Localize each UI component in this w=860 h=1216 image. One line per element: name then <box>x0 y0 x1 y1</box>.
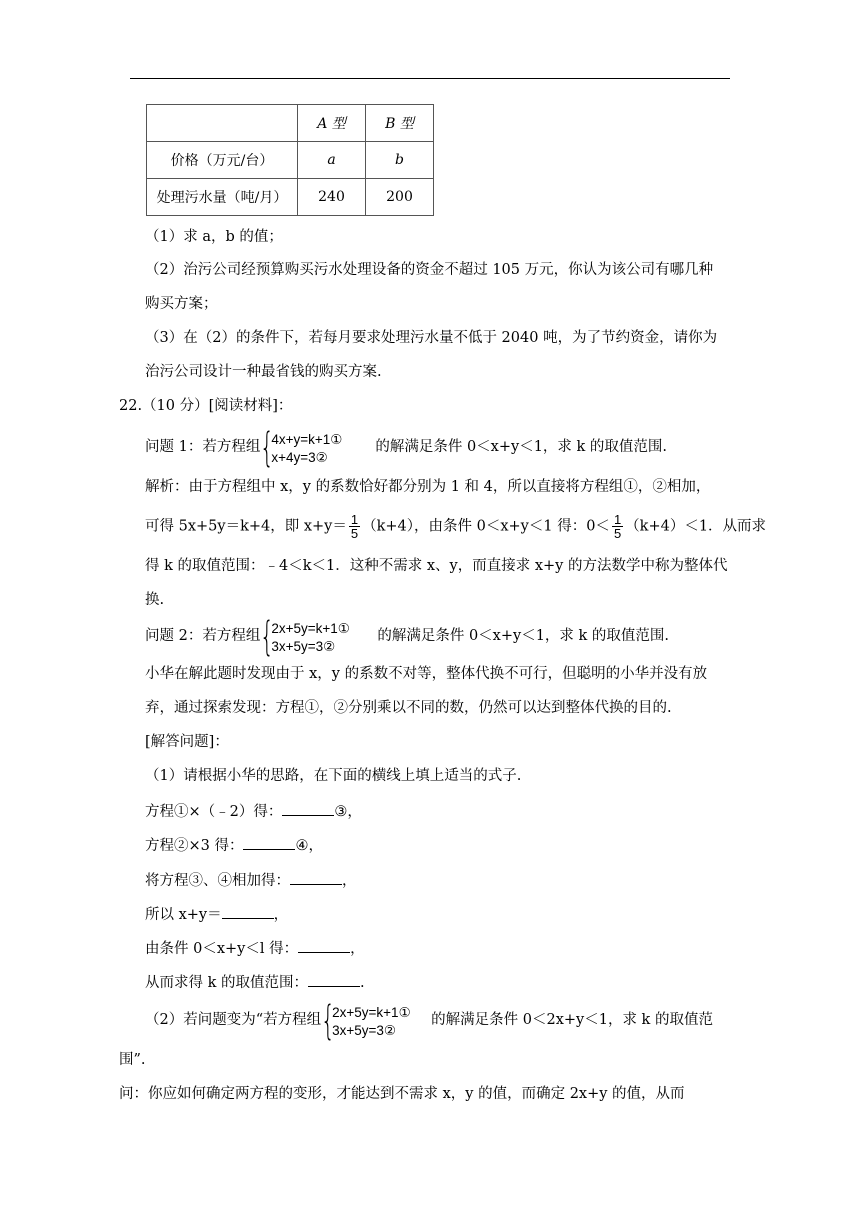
table-cell: 价格（万元/台） <box>147 142 298 179</box>
q21-part3-line2: 治污公司设计一种最省钱的购买方案. <box>145 364 382 380</box>
problem2-system <box>260 614 377 660</box>
answer-heading: [解答问题]： <box>145 734 229 750</box>
problem2-suffix: 的解满足条件 0＜x+y＜1，求 k 的取值范围. <box>377 628 670 644</box>
fill-label: 方程①×（﹣2）得： <box>145 804 283 820</box>
fill-line-4 <box>145 904 288 925</box>
equation-2: 3x+5y=3② <box>271 639 336 654</box>
fraction-denominator: 5 <box>350 526 359 541</box>
table-row <box>147 179 434 216</box>
fill-suffix: ， <box>273 907 289 923</box>
fraction-numerator: 1 <box>613 512 622 527</box>
problem1-system <box>260 425 375 471</box>
subquestion1: （1）请根据小华的思路，在下面的横线上填上适当的式子. <box>145 768 522 784</box>
table-row <box>147 142 434 179</box>
problem2-line <box>145 614 670 660</box>
fill-suffix: ， <box>350 941 365 957</box>
fill-line-5 <box>145 938 365 959</box>
answer-blank[interactable] <box>308 972 360 987</box>
table-header-cell: B 型 <box>366 105 434 142</box>
subquestion2-suffix: 的解满足条件 0＜2x+y＜1，求 k 的取值范 <box>431 1012 713 1028</box>
fill-label: 将方程③、④相加得： <box>145 873 290 889</box>
problem2-prefix: 问题 2：若方程组 <box>145 628 261 644</box>
analysis-line1: 解析：由于方程组中 x，y 的系数恰好都分别为 1 和 4，所以直接将方程组①，②相加， <box>145 479 711 495</box>
analysis-text-a: 可得 5x+5y＝k+4，即 x+y＝ <box>145 518 347 535</box>
xiaohua-line1: 小华在解此题时发现由于 x，y 的系数不对等，整体代换不可行，但聪明的小华并没有放 <box>145 666 708 682</box>
fill-suffix: ， <box>342 873 357 889</box>
xiaohua-line2: 弃，通过探索发现：方程①，②分别乘以不同的数，仍然可以达到整体代换的目的. <box>145 700 672 716</box>
answer-blank[interactable] <box>243 835 295 850</box>
fraction <box>349 513 360 540</box>
fill-line-6 <box>145 972 365 993</box>
q21-part1: （1）求 a，b 的值； <box>145 229 283 245</box>
fill-line-3 <box>145 870 357 891</box>
answer-blank[interactable] <box>282 801 334 816</box>
q22-heading: 22.（10 分）[阅读材料]： <box>119 398 293 414</box>
table-header-cell <box>147 105 298 142</box>
problem1-suffix: 的解满足条件 0＜x+y＜1，求 k 的取值范围. <box>375 439 668 455</box>
system-equations <box>271 620 350 656</box>
subquestion2-line1 <box>145 998 713 1044</box>
brace-glyph: { <box>260 614 275 660</box>
fill-label: 由条件 0＜x+y＜l 得： <box>145 941 299 957</box>
equation-1: 2x+5y=k+1① <box>271 621 350 636</box>
analysis-line4: 换. <box>145 592 165 608</box>
fill-line-2 <box>145 835 323 856</box>
brace-glyph: { <box>260 425 275 471</box>
fill-label: 从而求得 k 的取值范围： <box>145 975 309 991</box>
subquestion2-line2: 围”. <box>119 1052 146 1068</box>
table-cell: 处理污水量（吨/月） <box>147 179 298 216</box>
question-line: 问：你应如何确定两方程的变形，才能达到不需求 x，y 的值，而确定 2x+y 的值，从而 <box>119 1086 685 1102</box>
fill-label: 所以 x+y＝ <box>145 907 222 923</box>
fill-label: 方程②×3 得： <box>145 838 244 854</box>
analysis-line3: 得 k 的取值范围：﹣4＜k＜1．这种不需求 x、y，而直接求 x+y 的方法数学中称为整体代 <box>145 558 728 574</box>
table-cell: 240 <box>298 179 366 216</box>
equation-2: 3x+5y=3② <box>332 1023 397 1038</box>
fill-suffix: . <box>360 975 365 991</box>
table-cell: 200 <box>366 179 434 216</box>
problem1-line <box>145 425 668 471</box>
system-equations <box>271 431 342 467</box>
answer-blank[interactable] <box>290 870 342 885</box>
answer-blank[interactable] <box>222 904 274 919</box>
table-cell: b <box>366 142 434 179</box>
fraction <box>612 513 623 540</box>
fill-suffix: ③， <box>334 804 362 820</box>
equipment-table <box>146 104 434 216</box>
equation-1: 4x+y=k+1① <box>271 432 343 447</box>
header-rule <box>130 78 730 79</box>
subquestion2-system <box>321 998 431 1044</box>
q21-part3-line1: （3）在（2）的条件下，若每月要求处理污水量不低于 2040 吨，为了节约资金，请你为 <box>145 330 718 346</box>
analysis-text-b: （k+4），由条件 0＜x+y＜1 得：0＜ <box>362 518 610 535</box>
equation-1: 2x+5y=k+1① <box>332 1005 411 1020</box>
fraction-denominator: 5 <box>613 526 622 541</box>
brace-glyph: { <box>321 998 336 1044</box>
subquestion2-prefix: （2）若问题变为“若方程组 <box>145 1012 322 1028</box>
table-header-cell: A 型 <box>298 105 366 142</box>
fill-line-1 <box>145 801 362 822</box>
table-header-row <box>147 105 434 142</box>
fraction-numerator: 1 <box>350 512 359 527</box>
fill-suffix: ④， <box>295 838 323 854</box>
equation-2: x+4y=3② <box>271 450 328 465</box>
system-equations <box>332 1004 411 1040</box>
problem1-prefix: 问题 1：若方程组 <box>145 439 261 455</box>
q21-part2-line1: （2）治污公司经预算购买污水处理设备的资金不超过 105 万元，你认为该公司有哪几种 <box>145 262 714 278</box>
answer-blank[interactable] <box>298 938 350 953</box>
q21-part2-line2: 购买方案； <box>145 296 218 312</box>
table-cell: a <box>298 142 366 179</box>
analysis-text-c: （k+4）＜1．从而求 <box>625 518 767 535</box>
analysis-line2 <box>145 513 766 540</box>
